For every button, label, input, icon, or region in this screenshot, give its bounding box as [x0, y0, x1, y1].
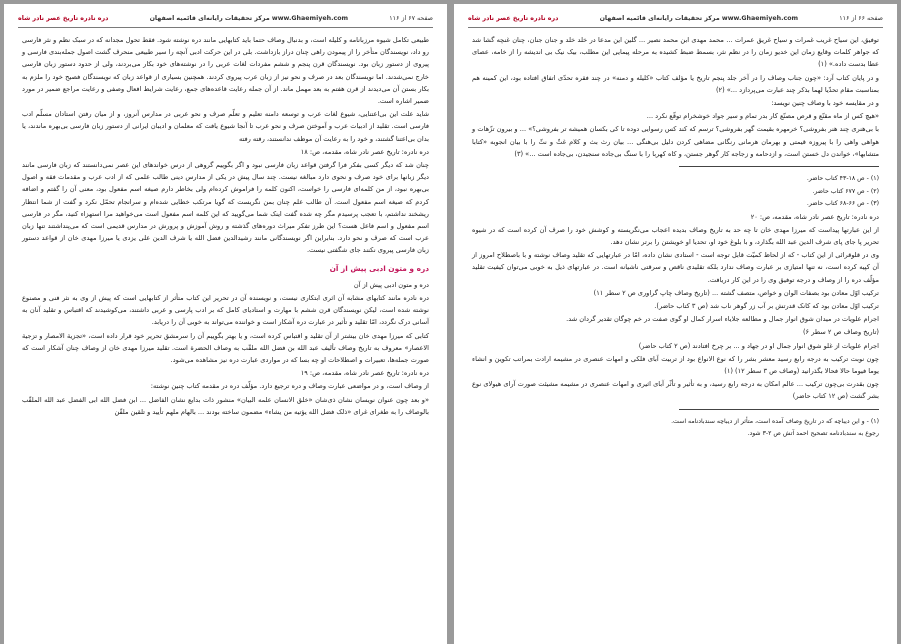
footnote: (۱) - و این دیباچه که در تاریخ وصاف آمده است، متأثر از دیباچه سندبادنامه است. — [671, 417, 879, 425]
footnote: رجوع به سندبادنامه تصحیح احمد آتش ص ۲-۳ شود. — [747, 430, 879, 438]
footnote: (۳) - ص ۶۶-۶۸ کتاب حاضر. — [806, 200, 879, 208]
quote-line: ترکیب اوّل معادن بود که کانک قدرتش بر آب زر گوهر ناب شد (ص ۳ کتاب حاضر). — [654, 301, 879, 310]
site-label[interactable]: مرکز تحقیقات رایانه‌ای قائمیه اصفهان www.Ghaemiyeh.com — [599, 14, 799, 22]
page-number: صفحه ۶۶ از ۱۱۶ — [839, 14, 883, 22]
paragraph: وی در قلوقرائی از این کتاب - که از لحاظ کمیّت قابل توجه است - استادی نشان داده، امّا در عبارتهایی که تقلید وصاف نوشته و با باصطلاح امروز از آن کپیه کرده است، نه تنها امتیازی بر عبارت وصاف ندارد بلکه تقلیدی ناقص و سرقتی ناشیانه است. در عبارتهای ذیل به خوبی می‌توان کیفیت تقلید مؤلّف دره را از وصاف و درجه توفیق وی را در این کار دریافت. — [472, 251, 879, 284]
paragraph: از این عبارتها پیداست که میرزا مهدی خان تا چه حد به تاریخ وصاف بدیده اعجاب می‌نگریسته و کوشش خود را صرف آن کرده است که در شیوه تحریر پا جای پای شرف الدین عبد الله بگذارد، و با بلوغ خود او، تحدیا او خویشتن را برتر نشان دهد. — [472, 225, 879, 246]
footnote-divider — [679, 166, 879, 167]
page-body — [22, 34, 429, 419]
quote-line: ترکیب اوّل معادن بود بصفات الوان و خواص، متصف گشته ... (تاریخ وصاف چاپ گراوری ص ۲ سطر ۱۱) — [593, 288, 879, 297]
page-number: صفحه ۶۷ از ۱۱۶ — [389, 14, 433, 22]
header-divider — [18, 27, 433, 28]
paragraph: دره و متون ادبی پیش از آن — [353, 280, 429, 289]
book-title: دره نادره تاریخ عصر نادر شاه — [468, 14, 559, 22]
paragraph: از وصاف است، و در مواضعی عبارت وصاف و دره ترجیع دارد. مؤلّف دره در مقدمه کتاب چنین نوشته: — [150, 382, 429, 391]
page-header — [468, 10, 883, 26]
paragraph: با بی‌هنری چند هنر بفروشی؟ خرمهره بقیمت گهر بفروشی؟ ترسم که کند کس رسوایی دوده تا کی بکسان همیشه تر بفروشی؟» ... و بیرون تزّهات و هواهی واهی را با پیروزه قیمتی و بهرمان هرمانی رنگانی مضاهی کردن دلیل بی‌هنگی ... بیان رث بث و کلام غثّ و نثّ را با بیان انجوبه «کتابا متشابها»، خواندن دل خستن است، و ازدحامه و زجاجه کار گوهر جستن، و کاه کهربا را با سنگ بی‌جاده سنجیدن، بی‌جاده است ...» (۳) — [472, 125, 879, 158]
quote-line: (تاریخ وصاف ص ۲ سطر ۶) — [802, 328, 879, 337]
footnote: (۲) - ص ۶۷۷ کتاب حاضر. — [812, 187, 879, 195]
document-page-left — [4, 4, 447, 644]
quote-line: اجرام علویات از غلو شوق انوار جمال او در جهاد و ... بر چرخ افتادند (ص ۲ کتاب حاضر) — [638, 341, 879, 350]
paragraph: «و بعد چون عنوان نویسان نشان ذی‌شان «خلق الانسان علمه البیان» منشور ذات بدایع نشان الفاضل ... ابن فضل الله ابی الفضل عبد الله الملقّب بالوصاف را به طغرای غرای «ذلک فضل الله یؤتیه من یشاء» مضمون ساخته بودند ... بالهام ملهم تأیید و تلقین ملقّن — [22, 395, 429, 416]
paragraph: کتابی که میرزا مهدی خان بیشتر از آن تقلید و اقتباس کرده است، و یا بهتر بگوییم آن را سرمشق تحریر خود قرار داده است، «تجزیة الامصار و تزجیة الاعصار» معروف به تاریخ وصاف تألیف عبد الله بن فضل الله ملقّب به وصاف الحضرة است. تقلید میرزا مهدی خان از وصاف چنان آشکار است که صورت جمله‌ها، تعبیرات و اصطلاحات او چه بسا که در مواردی عبارت دره نیز مشاهده می‌شود. — [22, 331, 429, 365]
page-reference: دره نادره: تاریخ عصر نادر شاه، مقدمه، ص: ۱۸ — [300, 147, 429, 156]
footnote-divider — [679, 409, 879, 410]
paragraph: چون بقدرت بی‌چون ترکیب ... عالم امکان به درجه رابع رسید، و به تأثیر و تأثّر آبای اثیری و امهات عنصری در مشیمه مشیئت صورت آرای هیولای نوع بشر گشت (ص ۱۲ کتاب حاضر) — [472, 380, 879, 401]
site-label[interactable]: مرکز تحقیقات رایانه‌ای قائمیه اصفهان www.Ghaemiyeh.com — [149, 14, 349, 22]
page-reference: دره نادره: تاریخ عصر نادر شاه، مقدمه، ص: ۲۰ — [750, 212, 879, 221]
document-page-right — [454, 4, 897, 644]
page-reference: دره نادره: تاریخ عصر نادر شاه، مقدمه، ص: ۱۹ — [300, 369, 429, 378]
section-heading: دره و متون ادبی پیش از آن — [329, 263, 429, 273]
book-title: دره نادره تاریخ عصر نادر شاه — [18, 14, 109, 22]
paragraph: «هیچ کس از ماه مقنّع و قرص مصنّع کار بدر تمام و سیر جواد خوشخرام توقّع نکرد ... — [646, 112, 879, 121]
paragraph: و در پایان کتاب آرد: «چون جناب وصاف را در آخر جلد پنجم تاریخ یا مؤلف کتاب «کلیله و دمنه» در چند فقره تحدّی اتفاق افتاده بود، این کمینه هم بمناسبت مقام تحدّیا لهما بذکر چند عبارت می‌پردازد ...» (۲) — [472, 73, 879, 94]
paragraph: توفیق، این سیاح غریب غمرات و سیاح غریق عمرات ... محمد مهدی ابن محمد نصیر ... گلین این مدعا در خلد خلد و جنان جنان، چنان غنچه گشا شد که جواهر کلمات وقایع زمان این خدیو زمان را در نظم نثر، بسمط ضبط کشیده به مرحله پیمایی این مطلب، بیک نیک بی اندیشه را از خامه، عصای عطا بدست داده.» (۱) — [472, 36, 879, 69]
paragraph: چنان شد که دیگر کسی بفکر فرا گرفتن قواعد زبان فارسی نبود و اگر بگوییم گروهی از درس خواندهای این عصر نمی‌دانستند که زبان فارسی مانند دیگر زبانها برای خود صرف و نحوی دارد مبالغه نیست. چند سال پیش در یکی از مدارس دینی طالب علمی که از ادب عرب و مقدمات فقه و اصول بی‌بهره نبود، از من کلمه‌ای فارسی را خواست، اکنون کلمه را فراموش کرده‌ام ولی بخاطر دارم صیغه اسم مفعول بود، معنی آن را گفتم و اضافه کردم که صیغه اسم مفعول است. آن طالب علم چنان بمن نگریست که گویا مرتکب خطایی شده‌ام و سرانجام تحمّل نکرد و گفت از شما انتظار ریشخند نداشتم، با تعجب پرسیدم مگر چه شده گفت اینک شما می‌گویید که این کلمه اسم مفعول است می‌خواهید مرا استهزاء کنید، مگر در فارسی اسم مفعول و اسم فاعل هست؟ این طرز تفکر میراث دوره‌های گذشته و روش آموزش و پرورش در مدارس قدیمی است که می‌پنداشتند تنها زبان عرب است که صرف و نحو دارد. بنابراین اگر نویسندگانی مانند رشیدالدین فضل الله یا شرف الدین علی یزدی یا میرزا مهدی خان از قواعد دستور زبان فارسی پیروی نکنند جای شگفتی نیست. — [22, 161, 429, 255]
quote-line: اجرام علویات در میدان شوق انوار جمال و مطالعه جلایاء اسرار کمال او گوی صفت در خم چوگان تقدیر گردان شد. — [566, 315, 879, 324]
paragraph: و در مقایسه خود با وصاف چنین نویسد: — [771, 99, 879, 108]
header-divider — [468, 27, 883, 28]
paragraph: شاید علت این بی‌اعتنایی، شیوع لغات عرب و توسعه دامنه تعلیم و تعلّم صرف و نحو عربی در مدارس آنروز، و از میان رفتن استادان مسلّم ادب فارسی است. تقلید از ادبیات عرب و آموختن صرف و نحو عرب تا آنجا شیوع یافت که معلمان و ادیبان ایرانی از دستور زبان فارسی بی‌بهره ماندند، یا بدان بی‌اعتنا گشتند، و خود را به رعایت آن موظف ندانستند، رفته رفته — [22, 110, 429, 143]
page-header — [18, 10, 433, 26]
paragraph: چون نوبت ترکیب به درجه رابع رسید معشر بشر را که نوع الانواع بود از تربیت آبای فلکی و امهات عنصری در مشیمه ارادت بمراتب تکوین و انشاء یوما فیوما حالا فحالا بگذرانید (وصاف ص ۳ سطر ۱۲) (۱) — [472, 354, 879, 375]
paragraph: طبیعی تکامل شیوه مرزبانامه و کلیله است، و بدنبال وصاف حتما باید کتابهایی مانند دره نوشته شود. فقط تحول مجدانه که در سبک نظم و نثر فارسی رو داد، نویسندگان متأخر را از پیمودن راهی چنان دراز بازداشت. بلی در این حرکت ادبی آنچه را سیر طبیعی منحرف گشت اصول جمله‌بندی فارسی و پیروی از دستور زبان بود. نویسندگان قرن پنجم و ششم مفردات لغات عربی را در نوشته‌های خود بکار می‌بردند، ولی از حدود دستور زبان فارسی خارج نمی‌شدند. اما نویسندگان بعد در صرف و نحو نیز از زبان عرب پیروی کردند. همچنین بسیاری از قواعد زبان که نویسندگان فصیح خود را ملزم به بکار بستن آن می‌دیدند از قرن هفتم به بعد مهمل ماند. از آن جمله رعایت قاعده‌های جمع، رعایت شرایط افعال وصفی و رعایت مراجع ضمیر در مورد ضمیر اشاره است. — [22, 36, 429, 106]
footnote: (۱) - ص ۱۸-۴۳ کتاب حاضر. — [806, 175, 879, 183]
page-body — [472, 34, 879, 441]
paragraph: دره نادره مانند کتابهای مشابه آن اثری ابتکاری نیست، و نویسنده آن در تحریر این کتاب متأثر از کتابهایی است که پیش از وی به نثر فنی و مصنوع نوشته شده است، لیکن نویسندگان قرن ششم با مهارت و استادیای کامل که بر ادب پارسی و عربی داشتند، می‌کوشیدند که اقتباس و تقلید آنان به آسانی درک نگردد، امّا تقلید و تأثیر در عبارت دره آشکار است و خواننده می‌تواند به خوبی آن را دریابد. — [22, 294, 429, 327]
